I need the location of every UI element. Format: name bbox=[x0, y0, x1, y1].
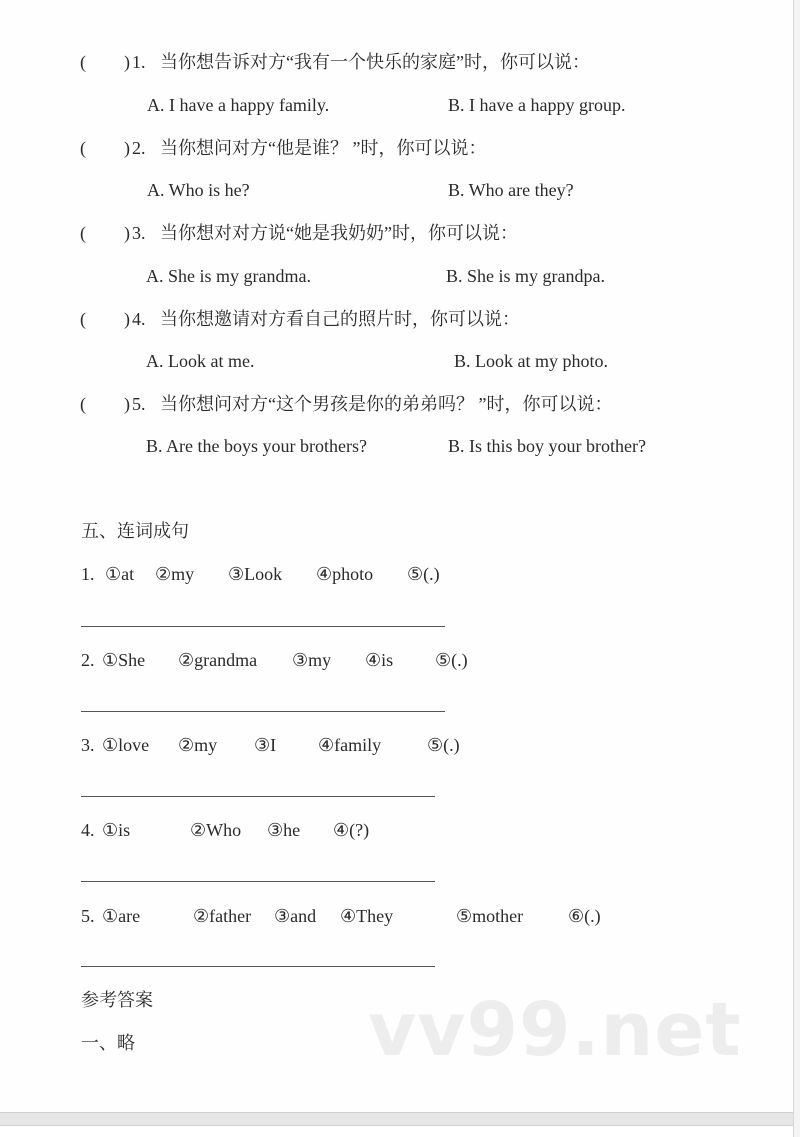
option-a: A. She is my grandma. bbox=[146, 266, 311, 286]
option-b: B. Is this boy your brother? bbox=[448, 436, 646, 456]
option-b: B. She is my grandpa. bbox=[446, 266, 605, 286]
word-tile: ④They bbox=[340, 906, 394, 926]
item-number: 5. bbox=[81, 906, 95, 926]
word-tile: ③I bbox=[254, 735, 277, 755]
question-number: 3. bbox=[132, 223, 146, 243]
item-number: 4. bbox=[81, 820, 95, 840]
answer-bracket-open: ( bbox=[80, 138, 86, 158]
answer-bracket-open: ( bbox=[80, 52, 86, 72]
option-a: A. Who is he? bbox=[147, 180, 250, 200]
word-tile: ③he bbox=[267, 820, 301, 840]
word-tile: ④(?) bbox=[333, 820, 370, 840]
answer-blank-line[interactable] bbox=[81, 966, 435, 967]
question-prompt: 当你想邀请对方看自己的照片时，你可以说： bbox=[160, 309, 520, 329]
option-b: B. Who are they? bbox=[448, 180, 574, 200]
word-tile: ④family bbox=[318, 735, 382, 755]
word-tile: ①love bbox=[102, 735, 150, 755]
word-tile: ①She bbox=[102, 650, 146, 670]
question-number: 4. bbox=[132, 309, 146, 329]
question-number: 1. bbox=[132, 52, 146, 72]
answer-bracket-open: ( bbox=[80, 309, 86, 329]
word-tile: ⑤(.) bbox=[427, 735, 460, 755]
item-number: 3. bbox=[81, 735, 95, 755]
question-prompt: 当你想问对方“他是谁？ ”时，你可以说： bbox=[160, 138, 487, 158]
word-tile: ①is bbox=[102, 820, 131, 840]
answer-blank-line[interactable] bbox=[81, 796, 435, 797]
word-tile: ⑤mother bbox=[456, 906, 524, 926]
section-title: 五、连词成句 bbox=[81, 521, 189, 541]
word-tile: ①are bbox=[102, 906, 141, 926]
watermark: vv99.net bbox=[368, 987, 742, 1073]
item-number: 2. bbox=[81, 650, 95, 670]
word-tile: ②my bbox=[178, 735, 218, 755]
answer-bracket-close: ) bbox=[124, 394, 130, 414]
word-tile: ③Look bbox=[228, 564, 283, 584]
answer-bracket-close: ) bbox=[124, 223, 130, 243]
answer-bracket-close: ) bbox=[124, 52, 130, 72]
question-prompt: 当你想告诉对方“我有一个快乐的家庭”时，你可以说： bbox=[160, 52, 590, 72]
answer-blank-line[interactable] bbox=[81, 626, 445, 627]
item-number: 1. bbox=[81, 564, 95, 584]
option-b: B. I have a happy group. bbox=[448, 95, 626, 115]
question-prompt: 当你想对对方说“她是我奶奶”时，你可以说： bbox=[160, 223, 518, 243]
answer-bracket-open: ( bbox=[80, 394, 86, 414]
word-tile: ③my bbox=[292, 650, 332, 670]
word-tile: ⑥(.) bbox=[568, 906, 601, 926]
question-prompt: 当你想问对方“这个男孩是你的弟弟吗？ ”时，你可以说： bbox=[160, 394, 613, 414]
question-number: 2. bbox=[132, 138, 146, 158]
answer-bracket-close: ) bbox=[124, 309, 130, 329]
option-a: B. Are the boys your brothers? bbox=[146, 436, 367, 456]
option-a: A. I have a happy family. bbox=[147, 95, 330, 115]
word-tile: ②my bbox=[155, 564, 195, 584]
answer-bracket-close: ) bbox=[124, 138, 130, 158]
word-tile: ②Who bbox=[190, 820, 242, 840]
word-tile: ⑤(.) bbox=[407, 564, 440, 584]
answer-blank-line[interactable] bbox=[81, 881, 435, 882]
page-break bbox=[0, 1112, 800, 1126]
answers-title: 参考答案 bbox=[81, 990, 153, 1010]
question-number: 5. bbox=[132, 394, 146, 414]
word-tile: ②grandma bbox=[178, 650, 258, 670]
answer-bracket-open: ( bbox=[80, 223, 86, 243]
option-b: B. Look at my photo. bbox=[454, 351, 608, 371]
word-tile: ③and bbox=[274, 906, 317, 926]
option-a: A. Look at me. bbox=[146, 351, 255, 371]
word-tile: ⑤(.) bbox=[435, 650, 468, 670]
word-tile: ④photo bbox=[316, 564, 374, 584]
vertical-scrollbar[interactable] bbox=[793, 0, 800, 1137]
word-tile: ②father bbox=[193, 906, 252, 926]
word-tile: ④is bbox=[365, 650, 394, 670]
answer-blank-line[interactable] bbox=[81, 711, 445, 712]
word-tile: ①at bbox=[105, 564, 135, 584]
answer-line-1: 一、略 bbox=[81, 1033, 135, 1053]
